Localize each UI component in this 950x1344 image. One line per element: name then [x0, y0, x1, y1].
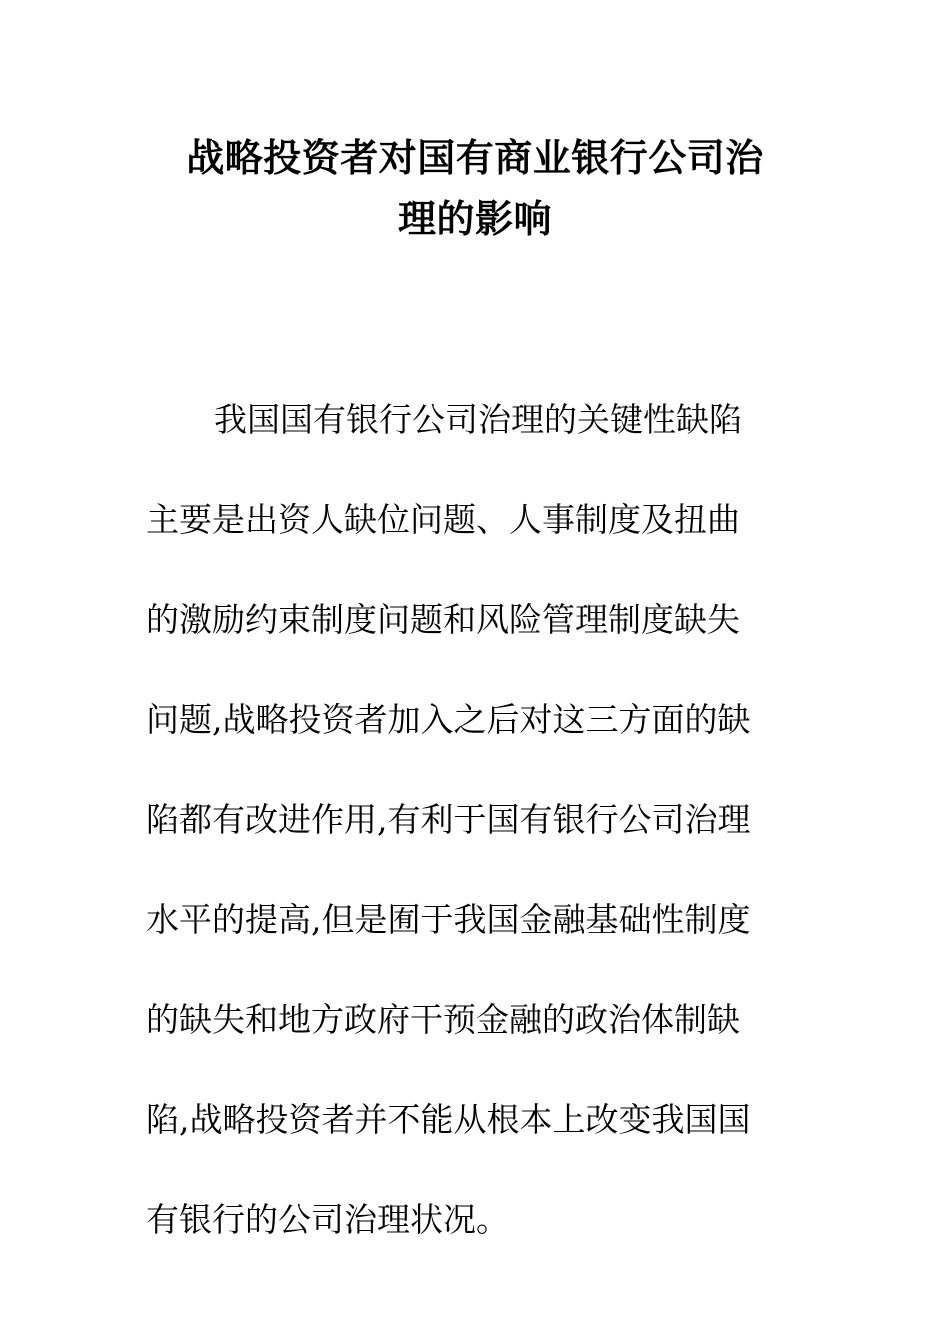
paragraph-line-2: 主要是出资人缺位问题、人事制度及扭曲: [146, 500, 740, 539]
paragraph-line-5: 陷都有改进作用,有利于国有银行公司治理: [146, 800, 751, 839]
document-title: [150, 128, 800, 250]
paragraph-line-3: 的激励约束制度问题和风险管理制度缺失: [146, 600, 740, 639]
paragraph-line-6: 水平的提高,但是囿于我国金融基础性制度: [146, 900, 751, 939]
paragraph-line-4: 问题,战略投资者加入之后对这三方面的缺: [146, 700, 751, 739]
title-line-1: 战略投资者对国有商业银行公司治: [186, 136, 764, 180]
paragraph-line-7: 的缺失和地方政府干预金融的政治体制缺: [146, 1000, 740, 1039]
paragraph-line-8: 陷,战略投资者并不能从根本上改变我国国: [146, 1100, 751, 1139]
title-line-2: 理的影响: [397, 197, 552, 241]
paragraph-line-9: 有银行的公司治理状况。: [146, 1200, 509, 1239]
paragraph-line-1: 我国国有银行公司治理的关键性缺陷: [214, 400, 742, 439]
body-paragraph: [146, 370, 806, 1270]
